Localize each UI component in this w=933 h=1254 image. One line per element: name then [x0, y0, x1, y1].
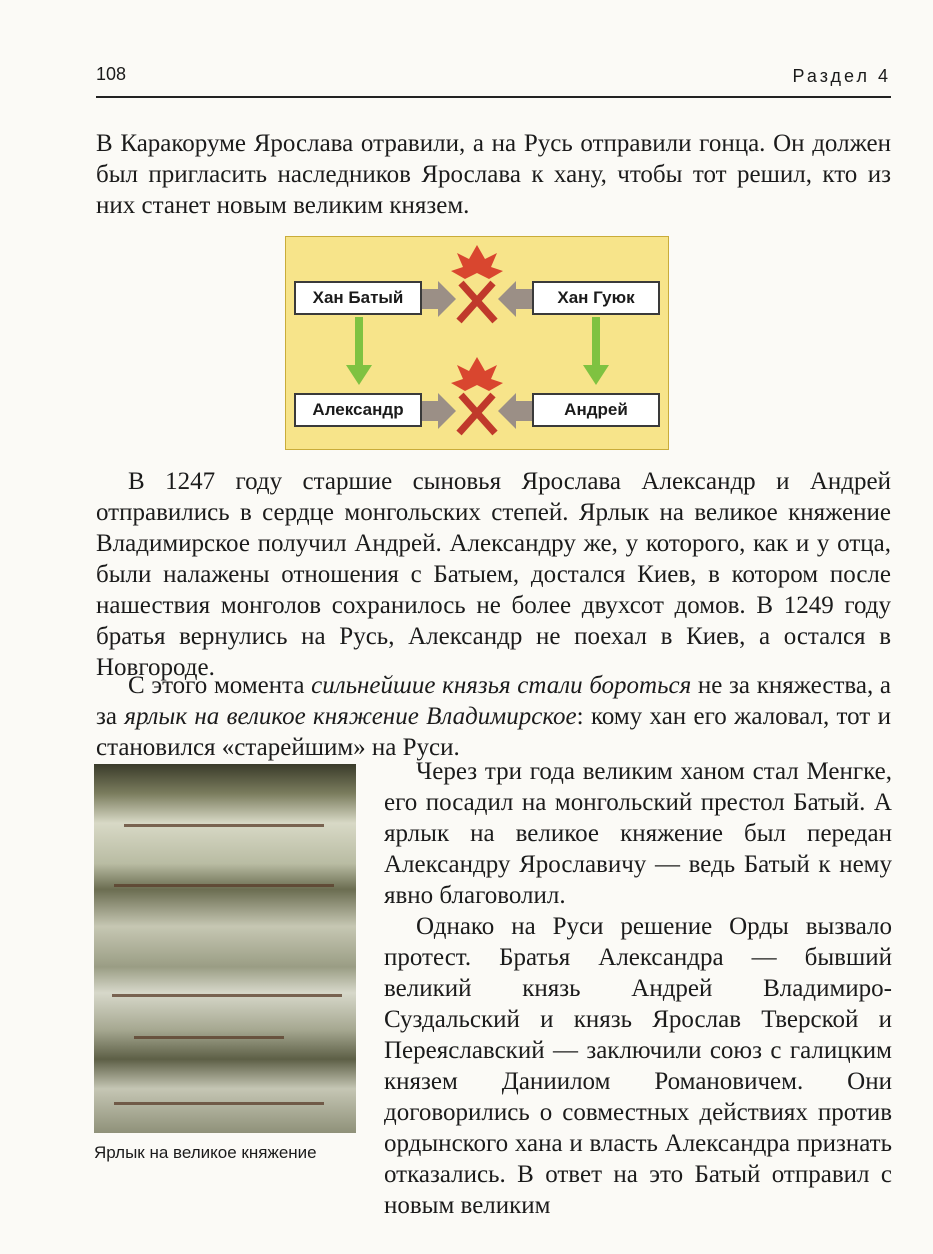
- arrow-right-bottom: [422, 393, 456, 429]
- paragraph-2: В 1247 году старшие сыновья Ярослава Александр и Андрей отправились в сердце монгольских степей. Ярлык на великое княжение Владимирское получил Андрей. Александру же, у которого, как и у отца, были налажены отношения с Батыем, достался Киев, в котором после нашествия монголов сохранилось не более двухсот домов. В 1249 году братья вернулись на Русь, Александр не поехал в Киев, а остался в Новгороде.: [96, 468, 891, 681]
- paragraph-3: С этого момента сильнейшие князья стали бороться не за княжества, а за ярлык на великое княжение Владимирское: кому хан его жаловал, тот и становился «старейшим» на Руси.: [96, 672, 891, 761]
- header-rule: [96, 96, 891, 98]
- green-arrow-right-head: [583, 365, 609, 385]
- emblem-top: [451, 245, 503, 321]
- box-aleksandr: Александр: [294, 393, 422, 427]
- yarlyk-photo: [94, 764, 356, 1133]
- diagram: [285, 236, 669, 450]
- right-column: [384, 756, 892, 1221]
- green-arrow-left-shaft: [355, 317, 363, 367]
- section-label: Раздел 4: [792, 66, 891, 86]
- arrow-right-top: [422, 281, 456, 317]
- green-arrow-right-shaft: [592, 317, 600, 367]
- photo-caption: Ярлык на великое княжение: [94, 1143, 317, 1162]
- box-han-batyi: Хан Батый: [294, 281, 422, 315]
- paragraph-5: Однако на Руси решение Орды вызвало протест. Братья Александра — бывший великий князь Андрей Владимиро-Суздальский и князь Ярослав Тверской и Переяславский — заключили союз с галицким князем Даниилом Романовичем. Они договорились о совместных действиях против ордынского хана и власть Александра признать отказались. В ответ на это Батый отправил с новым великим: [384, 913, 892, 1219]
- paragraph-1: В Каракоруме Ярослава отравили, а на Русь отправили гонца. Он должен был пригласить наследников Ярослава к хану, чтобы тот решил, кто из них станет новым великим князем.: [96, 130, 891, 219]
- diagram-graphics: [286, 237, 668, 449]
- box-andrei: Андрей: [532, 393, 660, 427]
- box-han-guyuk: Хан Гуюк: [532, 281, 660, 315]
- page-number: 108: [96, 64, 127, 84]
- arrow-left-top: [498, 281, 532, 317]
- arrow-left-bottom: [498, 393, 532, 429]
- green-arrow-left-head: [346, 365, 372, 385]
- paragraph-4: Через три года великим ханом стал Менгке, его посадил на монгольский престол Батый. А ярлык на великое княжение был передан Александру Ярославичу — ведь Батый к нему явно благоволил.: [384, 758, 892, 909]
- emblem-bottom: [451, 357, 503, 433]
